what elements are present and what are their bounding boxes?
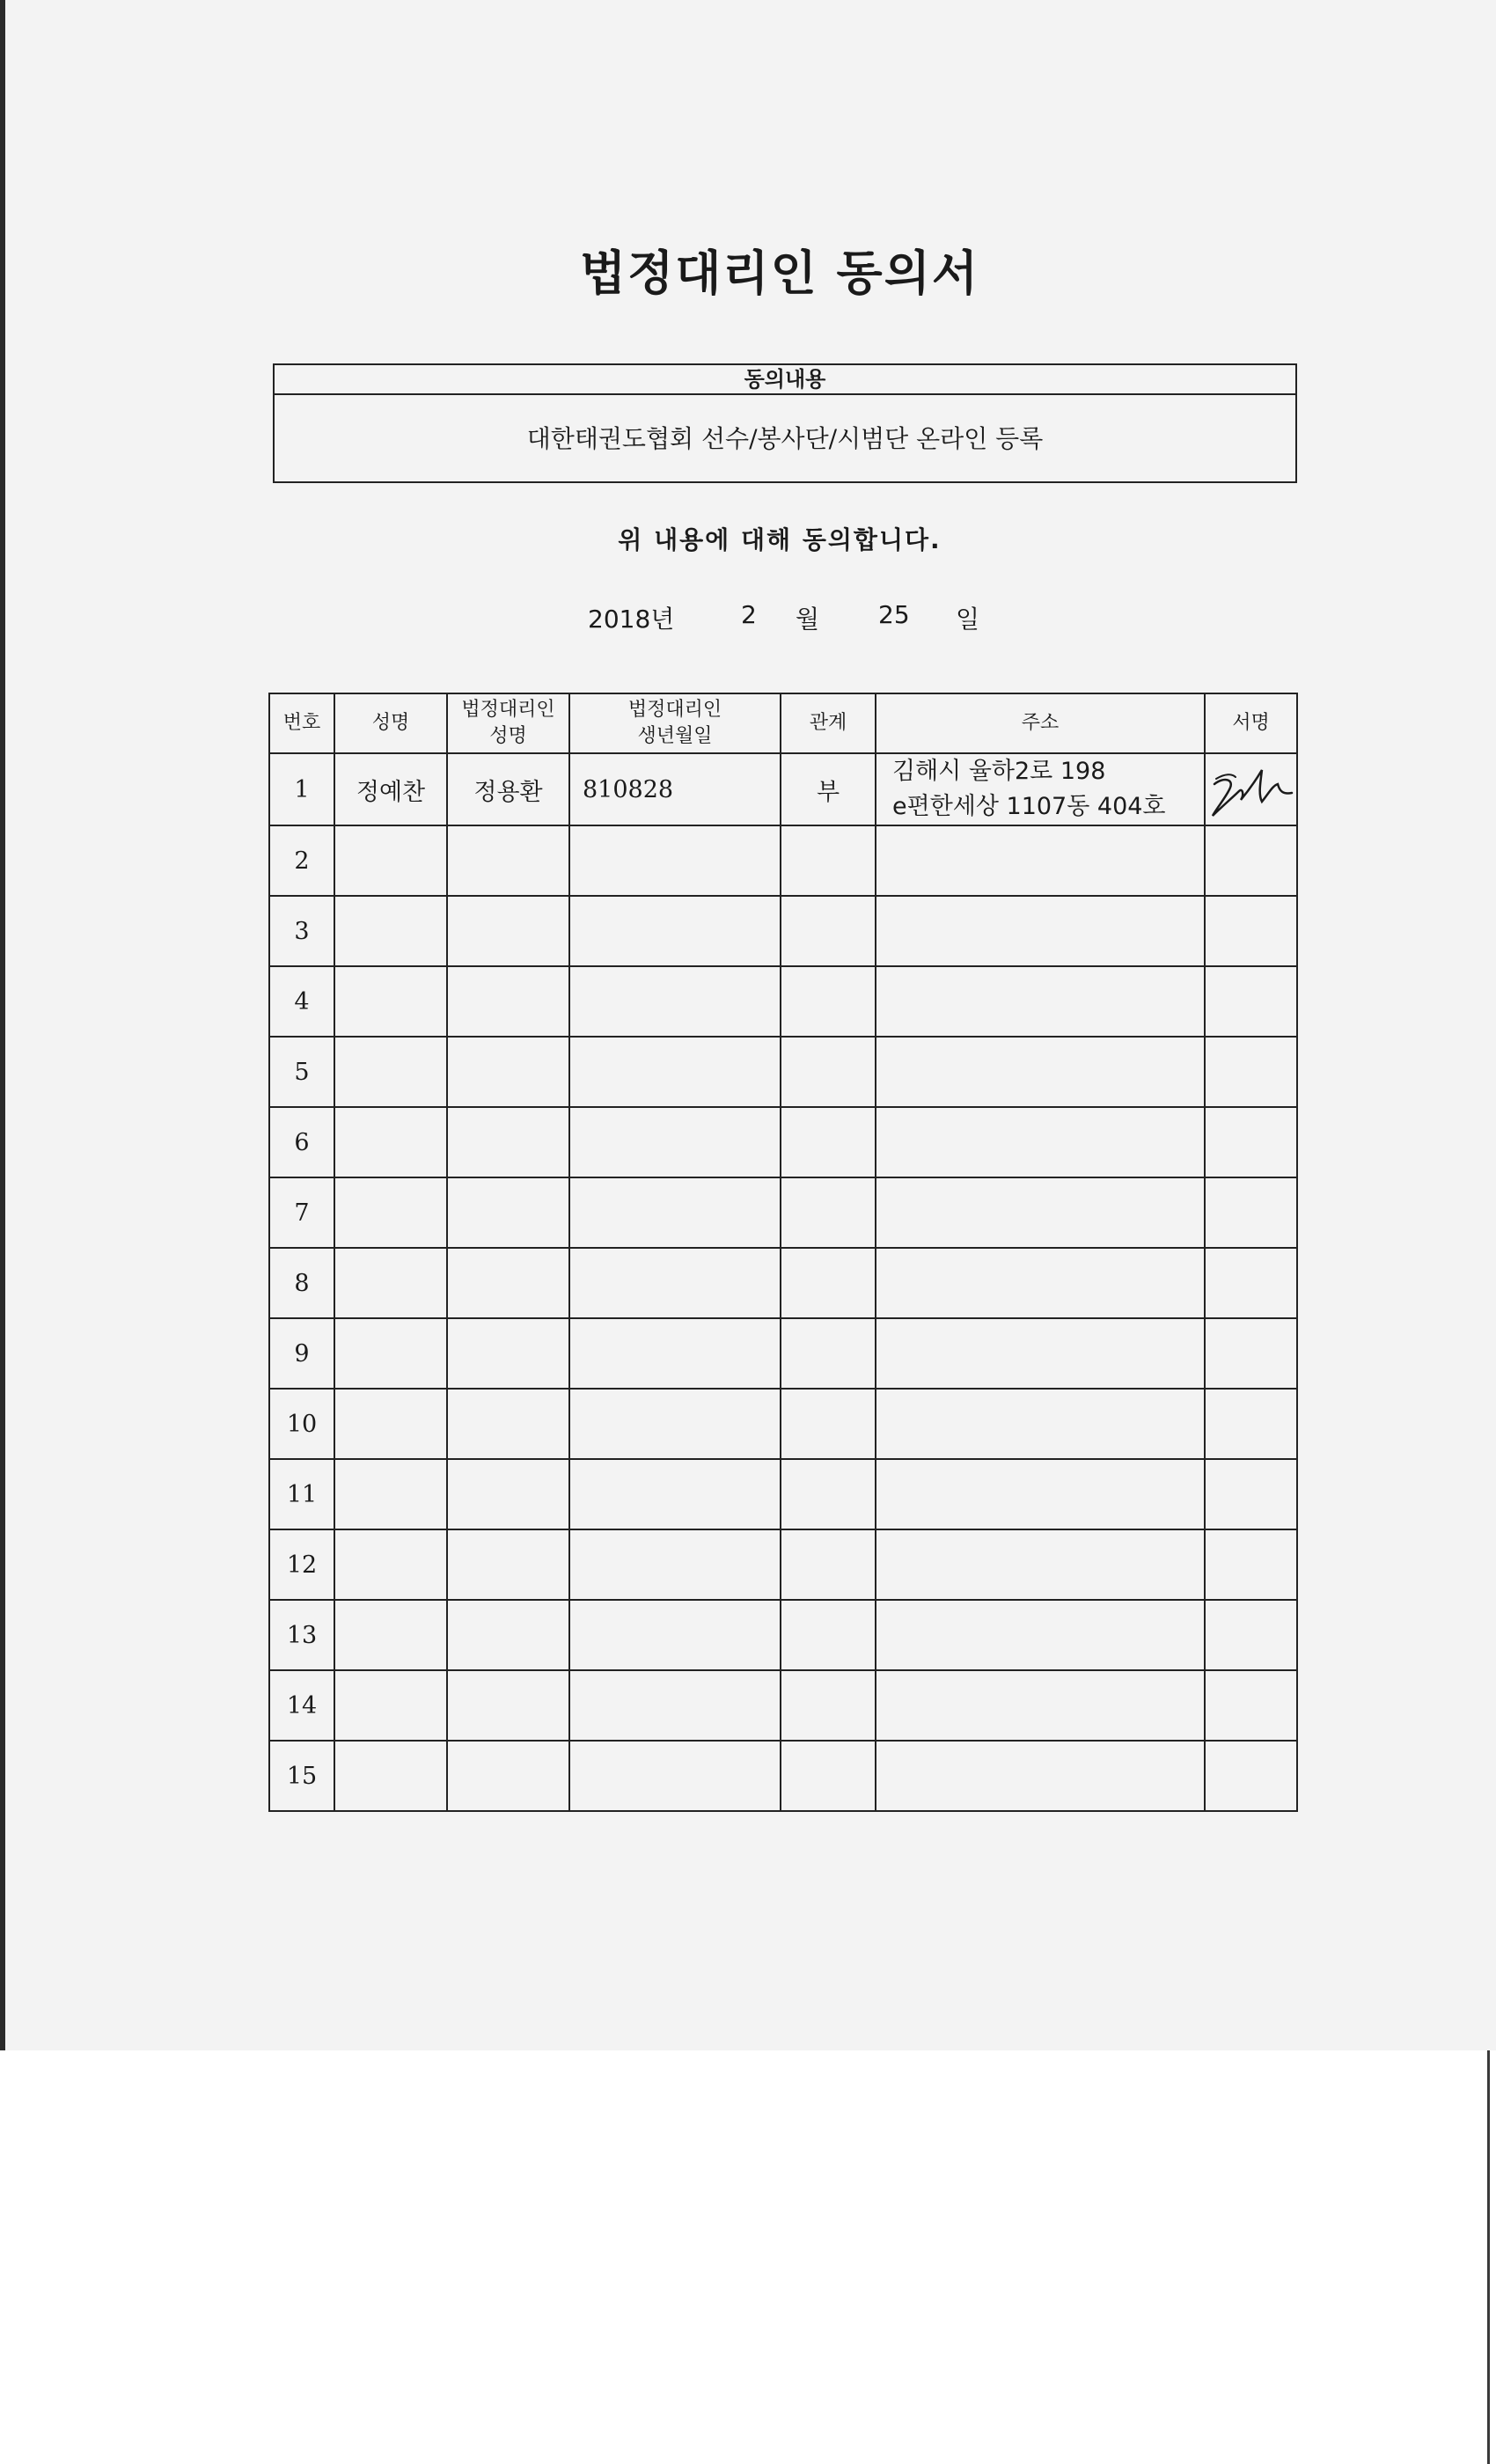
- table-row: [269, 1741, 1297, 1811]
- row-no: 9: [269, 1318, 334, 1389]
- header-guardian-birth-line1: 법정대리인: [627, 699, 722, 721]
- row-no: 2: [269, 825, 334, 896]
- row-name: 정예찬: [334, 753, 447, 825]
- row-address-line2: e편한세상 1107동 404호: [892, 793, 1166, 820]
- table-row: [269, 1459, 1297, 1529]
- row-no: 3: [269, 896, 334, 966]
- header-guardian-name: [447, 693, 569, 753]
- header-signature: 서명: [1205, 693, 1297, 753]
- row-relation: 부: [781, 753, 876, 825]
- table-row: [269, 753, 1297, 825]
- consent-box: [273, 363, 1297, 483]
- table-row: [269, 1318, 1297, 1389]
- row-no: 15: [269, 1741, 334, 1811]
- table-row: [269, 1248, 1297, 1318]
- table-row: [269, 1670, 1297, 1741]
- header-name: 성명: [334, 693, 447, 753]
- row-guardian-birth: 810828: [569, 753, 781, 825]
- date-year: 2018년: [588, 605, 675, 634]
- header-address: 주소: [876, 693, 1205, 753]
- row-no: 1: [269, 753, 334, 825]
- date-month: 2: [741, 600, 757, 629]
- header-guardian-name-line2: 성명: [489, 725, 527, 747]
- table-row: [269, 1107, 1297, 1177]
- table-row: [269, 966, 1297, 1037]
- handwritten-signature: [1207, 758, 1295, 821]
- row-address: [876, 753, 1205, 825]
- row-no: 7: [269, 1177, 334, 1248]
- agreement-statement: 위 내용에 대해 동의합니다.: [618, 525, 942, 554]
- table-row: [269, 1600, 1297, 1670]
- row-no: 5: [269, 1037, 334, 1107]
- date-day: 25: [878, 600, 910, 629]
- header-guardian-name-line1: 법정대리인: [461, 699, 555, 721]
- row-signature: [1205, 753, 1297, 825]
- scan-edge-line: [1487, 2050, 1490, 2464]
- document-title: 법정대리인 동의서: [579, 245, 980, 301]
- table-row: [269, 1177, 1297, 1248]
- table-header-row: [269, 693, 1297, 753]
- row-no: 11: [269, 1459, 334, 1529]
- guardian-table: [268, 693, 1298, 1812]
- row-no: 13: [269, 1600, 334, 1670]
- row-guardian-name: 정용환: [447, 753, 569, 825]
- header-relation: 관계: [781, 693, 876, 753]
- header-guardian-birth: [569, 693, 781, 753]
- row-address-line1: 김해시 율하2로 198: [892, 758, 1106, 785]
- row-no: 6: [269, 1107, 334, 1177]
- row-no: 4: [269, 966, 334, 1037]
- header-no: 번호: [269, 693, 334, 753]
- row-no: 12: [269, 1529, 334, 1600]
- table-row: [269, 1389, 1297, 1459]
- table-row: [269, 1529, 1297, 1600]
- table-row: [269, 896, 1297, 966]
- date-month-unit: 월: [796, 605, 820, 634]
- row-no: 10: [269, 1389, 334, 1459]
- consent-content: 대한태권도협회 선수/봉사단/시범단 온라인 등록: [526, 424, 1044, 453]
- date-day-unit: 일: [956, 605, 980, 634]
- consent-header: 동의내용: [275, 365, 1295, 395]
- row-no: 8: [269, 1248, 334, 1318]
- row-no: 14: [269, 1670, 334, 1741]
- table-row: [269, 1037, 1297, 1107]
- table-row: [269, 825, 1297, 896]
- header-guardian-birth-line2: 생년월일: [637, 725, 713, 747]
